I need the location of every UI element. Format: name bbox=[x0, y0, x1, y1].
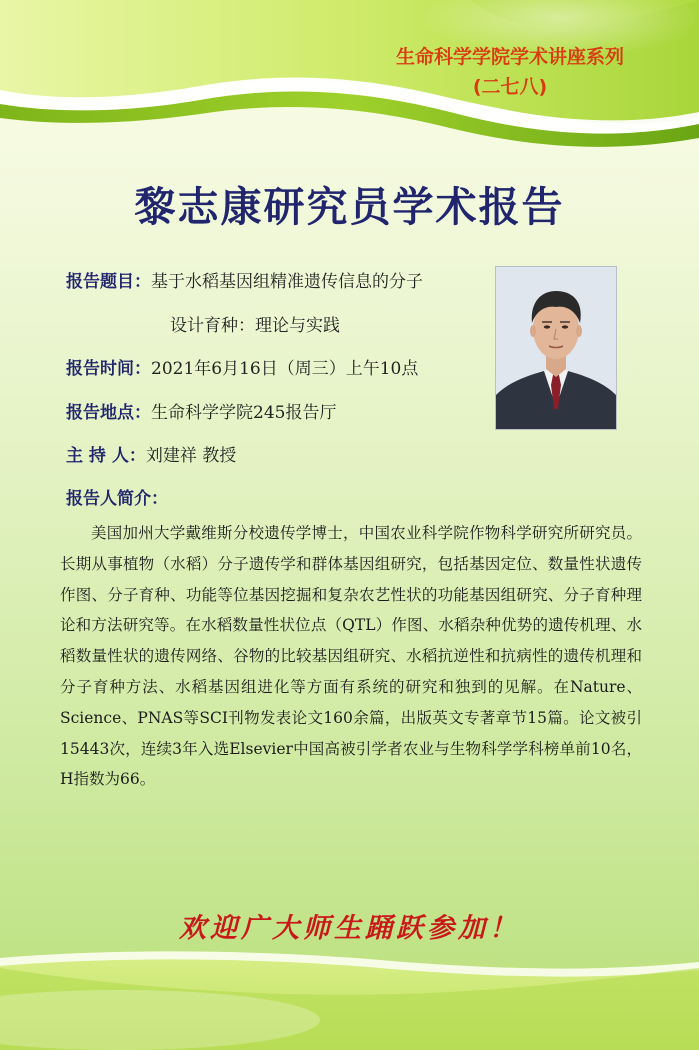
topic-line1: 基于水稻基因组精准遗传信息的分子 bbox=[151, 272, 423, 292]
lecture-series-header bbox=[330, 42, 690, 102]
topic-line2: 设计育种：理论与实践 bbox=[170, 316, 340, 336]
place-value: 生命科学学院245报告厅 bbox=[151, 403, 337, 423]
place-row bbox=[66, 398, 336, 423]
time-row bbox=[66, 354, 418, 379]
topic-row bbox=[66, 267, 423, 292]
speaker-bio-text: 美国加州大学戴维斯分校遗传学博士，中国农业科学院作物科学研究所研究员。长期从事植物（水稻）分子遗传学和群体基因组研究，包括基因定位、数量性状遗传作图、分子育种、功能等位基因挖掘和复杂农艺性状的功能基因组研究、分子育种理论和方法研究等。在水稻数量性状位点（QTL）作图、水稻杂种优势的遗传机理、水稻数量性状的遗传网络、谷物的比较基因组研究、水稻抗逆性和抗病性的遗传机理和分子育种方法、水稻基因组进化等方面有系统的研究和独到的见解。在Nature、Science、PNAS等SCI刊物发表论文160余篇，出版英文专著章节15篇。论文被引15443次，连续3年入选Elsevier中国高被引学者农业与生物科学学科榜单前10名，H指数为66。 bbox=[60, 524, 642, 789]
host-row bbox=[66, 441, 236, 466]
host-label: 主 持 人： bbox=[66, 446, 146, 466]
speaker-portrait-image bbox=[496, 267, 616, 429]
time-value: 2021年6月16日（周三）上午10点 bbox=[151, 359, 419, 379]
host-value: 刘建祥 教授 bbox=[145, 446, 237, 466]
series-name: 生命科学学院学术讲座系列 bbox=[395, 46, 624, 68]
time-label: 报告时间： bbox=[66, 359, 151, 379]
bio-heading-row bbox=[66, 484, 168, 509]
speaker-photo bbox=[495, 266, 617, 430]
page-title: 黎志康研究员学术报告 bbox=[134, 183, 565, 231]
place-label: 报告地点： bbox=[66, 403, 151, 423]
topic-row-2 bbox=[170, 311, 340, 336]
bio-label: 报告人简介： bbox=[66, 489, 168, 509]
welcome-message: 欢迎广大师生踊跃参加！ bbox=[179, 913, 520, 944]
topic-label: 报告题目： bbox=[66, 272, 151, 292]
series-number: (二七八) bbox=[472, 76, 548, 98]
